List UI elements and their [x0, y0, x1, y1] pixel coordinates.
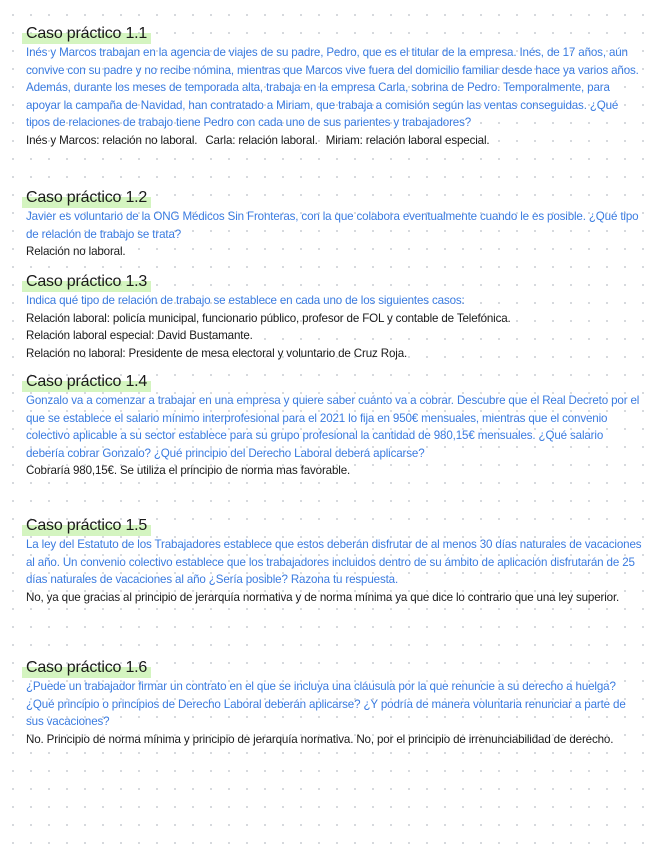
case-title: Caso práctico 1.3 [22, 272, 151, 292]
case-answer: Relación no laboral. [26, 245, 126, 258]
case-question: Indica qué tipo de relación de trabajo se establece en cada uno de los siguientes casos: [26, 294, 465, 307]
case-answer [26, 310, 642, 363]
case-1-2 [26, 188, 642, 261]
case-1-3 [26, 272, 642, 362]
case-title: Caso práctico 1.5 [22, 516, 151, 536]
case-1-5 [26, 516, 642, 606]
case-question: Inés y Marcos trabajan en la agencia de viajes de su padre, Pedro, que es el titular de la empresa. Inés, de 17 años, aún convive con su padre y no recibe nómina, mientras que Marcos vive fuera del domicilio familiar desde hace ya varios años. Además, durante los meses de temporada alta, trabaja en la empresa Carla, sobrina de Pedro. Temporalmente, para apoyar la campaña de Navidad, han contratado a Miriam, que trabaja a comisión según las ventas conseguidas. ¿Qué tipos de relaciones de trabajo tiene Pedro con cada uno de sus parientes y trabajadores? [26, 46, 639, 129]
case-answer: Cobraría 980,15€. Se utiliza el principio de norma mas favorable. [26, 464, 351, 477]
case-question: ¿Puede un trabajador firmar un contrato en el que se incluya una cláusula por la que renuncie a su derecho a huelga? ¿Qué principio o principios de Derecho Laboral deberán aplicarse? ¿Y podría de manera voluntaria renunciar a parte de sus vacaciones? [26, 680, 626, 728]
case-answer: No, ya que gracias al principio de jerarquía normativa y de norma mínima ya que dice lo contrario que una ley superior. [26, 590, 620, 604]
case-question: Gonzalo va a comenzar a trabajar en una empresa y quiere saber cuánto va a cobrar. Descubre que el Real Decreto por el que se establece el salario mínimo interprofesional para el 2021 lo fija en 950€ mensuales, mientras que el convenio colectivo aplicable a su sector establece para su grupo profesional la cantidad de 980,15€ mensuales. ¿Qué salario debería cobrar Gonzalo? ¿Qué principio del Derecho Laboral deberá aplicarse? [26, 394, 640, 460]
case-answer [26, 132, 642, 150]
case-1-1 [26, 24, 642, 149]
case-question: La ley del Estatuto de los Trabajadores establece que estos deberán disfrutar de al menos 30 días naturales de vacaciones al año. Un convenio colectivo establece que los trabajadores incluidos dentro de su ámbito de aplicación disfrutarán de 25 días naturales de vacaciones al año ¿Sería posible? Razona tu respuesta. [26, 538, 642, 586]
answer-line: Relación no laboral: Presidente de mesa electoral y voluntario de Cruz Roja. [26, 346, 408, 360]
case-1-4 [26, 372, 642, 480]
case-question: Javier es voluntario de la ONG Médicos Sin Fronteras, con la que colabora eventualmente cuando le es posible. ¿Qué tipo de relación de trabajo se trata? [26, 210, 639, 241]
answer-part: Inés y Marcos: relación no laboral. [26, 133, 198, 147]
answer-part: Miriam: relación laboral especial. [325, 133, 490, 147]
answer-line: Relación laboral especial: David Bustamante. [26, 329, 253, 342]
case-title: Caso práctico 1.6 [22, 658, 151, 678]
case-title: Caso práctico 1.1 [22, 24, 151, 44]
case-title: Caso práctico 1.2 [22, 188, 151, 208]
answer-line: Relación laboral: policía municipal, funcionario público, profesor de FOL y contable de Telefónica. [26, 311, 511, 325]
case-answer: No. Principio de norma mínima y principio de jerarquía normativa. No, por el principio de irrenunciabilidad de derecho. [26, 732, 614, 746]
case-title: Caso práctico 1.4 [22, 372, 151, 392]
case-1-6 [26, 658, 642, 748]
answer-part: Carla: relación laboral. [205, 133, 318, 147]
